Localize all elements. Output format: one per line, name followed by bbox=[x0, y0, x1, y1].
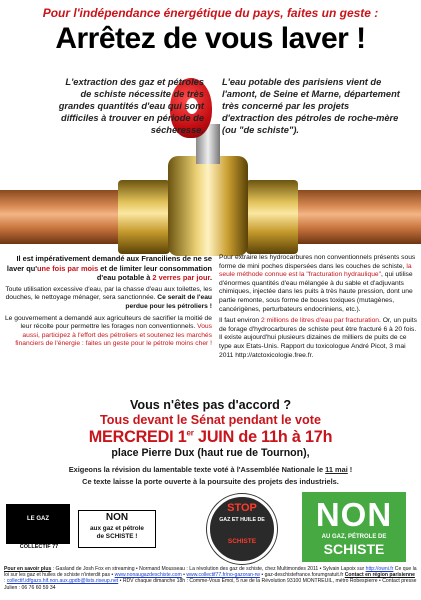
cta-demand-b: ! bbox=[347, 465, 353, 474]
non-sub-label bbox=[80, 525, 154, 540]
cta-senate-line: Tous devant le Sénat pendant le vote bbox=[100, 413, 321, 427]
footer-link-email[interactable]: collectif.idfgazs.hif.non.aux.gpdb@lists.riseup.net bbox=[6, 578, 119, 585]
footer-text-4: • gaz-deschistefrance.forumgratuit.fr bbox=[259, 572, 345, 579]
footer-link-collectif77[interactable]: www.collectif77.fr/no-gazoran-rw bbox=[186, 572, 260, 579]
right-p1-text-a: Pour extraire les hydrocarbures non conventionnels présents sous forme de mini poches dispersées dans les couches de schiste, bbox=[219, 254, 416, 270]
non-sub-label-2: de SCHISTE ! bbox=[96, 532, 138, 540]
cta-place: place Pierre Dux (haut rue de Tournon), bbox=[111, 447, 310, 459]
footer-text-5: : bbox=[4, 578, 7, 585]
non-au-gaz-logo bbox=[302, 492, 406, 562]
left-p2-red: Vous aussi, participez à l'effort des pétroliers et soutenez les marchés financiers de l'énergie : faites un geste pour le pétrole moins cher ! bbox=[15, 323, 212, 348]
right-column bbox=[219, 254, 417, 360]
left-lead-paragraph bbox=[4, 254, 212, 283]
logos-row bbox=[0, 492, 421, 564]
footer-contact-label: Contact en région parisienne bbox=[344, 572, 415, 579]
intro-right-text: L'eau potable des parisiens vient de l'amont, de Seine et Marne, département très concerné par les projets d'extraction des pétroles de roche-mère (ou "de schiste"). bbox=[222, 77, 400, 135]
non-sub-label-1: aux gaz et pétrole bbox=[90, 525, 144, 532]
stop-schiste-label: SCHISTE bbox=[227, 538, 257, 545]
non-label: NON bbox=[105, 512, 129, 523]
cta-demand bbox=[0, 465, 421, 474]
right-paragraph-2 bbox=[219, 317, 417, 360]
footer-text-6: • RDV chaque dimanche 18h : Comme-Vous Emoi, 5 rue de la Révolution 93100 MONTREUIL, métro Robespierre • Contact presse Julien : 06 76 60 59 34 bbox=[4, 578, 417, 591]
cta-question: Vous n'êtes pas d'accord ? bbox=[129, 398, 292, 412]
left-column bbox=[4, 254, 212, 349]
green-sub-label-1: AU GAZ, PÉTROLE DE bbox=[321, 534, 387, 540]
stop-sub-label: GAZ ET HUILE DE bbox=[219, 517, 265, 523]
right-p1-text-b: , qui utilise d'énormes quantités d'eau mélangée à du sable et d'adjuvants chimiques, injectée dans les puits à très haute pression, dont une partie remonte, sous forme de boues toxiques (mutagènes, cancérigènes, perturbateurs endocriniens, etc.). bbox=[219, 271, 413, 313]
footer-text-1: : Gasland de Josh Fox en streaming • Normand Mousseau : La révolution des gaz de schiste, chez Multimondes 2011 • Sylvain Lapoix sur bbox=[51, 566, 366, 572]
left-paragraph-2 bbox=[4, 315, 212, 349]
kicker-text: Pour l'indépendance énergétique du pays, faites un geste : bbox=[42, 6, 379, 20]
footer-text-2: Ce que la loi sur les gaz et huiles de schiste n'interdit pas • bbox=[4, 566, 417, 579]
left-brass-fitting bbox=[118, 180, 170, 254]
cta-date-a: MERCREDI 1 bbox=[88, 428, 187, 446]
lead-text-c: et de limiter leur consommation d'eau potable à bbox=[96, 263, 212, 283]
headline: Arrêtez de vous laver ! bbox=[55, 22, 366, 55]
black-flag-icon bbox=[6, 504, 70, 544]
toxicology-link[interactable]: http://atctoxicologie.free.fr. bbox=[235, 351, 314, 359]
left-paragraph-1 bbox=[4, 286, 212, 312]
cta-date-sup: er bbox=[186, 428, 194, 438]
green-non-label: NON bbox=[315, 496, 393, 533]
cta-demand-a: Exigeons la révision du lamentable texte voté à l'Assemblée Nationale le bbox=[68, 465, 326, 474]
lead-highlight-two-glasses: 2 verres par jour bbox=[152, 273, 210, 283]
left-p2-text: Le gouvernement a demandé aux agriculteurs de sacrifier la moitié de leur récolte pour permettre les forages non conventionnels. bbox=[4, 314, 212, 331]
right-brass-fitting bbox=[246, 180, 298, 254]
cta-date-b: JUIN de 11h à 17h bbox=[193, 428, 333, 446]
right-p2-text-b: . Or, un puits de forage d'hydrocarbures de schiste peut être fracturé 6 à 20 fois. Il existe aujourd'hui plusieurs dizaines de milliers de puits de ce type aux Etats-Unis. Rapport du toxicologue André Picot, 3 mai 2011 bbox=[219, 317, 417, 359]
cta-date-line bbox=[0, 428, 421, 447]
left-p1-text: Toute utilisation excessive d'eau, par la chasse d'eau aux toilettes, les douches, le nettoyage ménager, sera sanctionnée. bbox=[5, 285, 212, 302]
footer-label: Pour en savoir plus bbox=[4, 566, 52, 572]
lead-text-e: . bbox=[209, 273, 212, 283]
left-p1-bold: Ce serait de l'eau perdue pour les pétroliers ! bbox=[125, 294, 212, 310]
footer-info bbox=[4, 566, 417, 591]
valve-body bbox=[168, 156, 248, 256]
right-paragraph-1 bbox=[219, 254, 417, 314]
lead-highlight-once-a-month: une fois par mois bbox=[37, 263, 99, 273]
green-sub-label-2: SCHISTE bbox=[323, 541, 385, 557]
lead-text-a: Il est impérativement demandé aux Franciliens de ne se laver qu' bbox=[6, 254, 212, 273]
footer-text-3: • bbox=[181, 572, 187, 579]
cta-demand-date: 11 mai bbox=[325, 465, 348, 474]
right-p1-red: la seule méthode connue est la "fracturation hydraulique" bbox=[219, 262, 412, 279]
stop-gas-logo bbox=[207, 494, 279, 564]
collectif-label: COLLECTIF 77 bbox=[19, 544, 59, 550]
intro-left-text: L'extraction des gaz et pétroles de schiste nécessite de très grandes quantités d'eau qui sont difficiles à trouver en période de sécheresse. bbox=[58, 77, 204, 135]
cta-warning: Ce texte laisse la porte ouverte à la poursuite des projets des industriels. bbox=[82, 477, 339, 486]
footer-link-nonaugaz[interactable]: www.nonaugazdeschiste.com bbox=[114, 572, 182, 579]
stop-label: STOP bbox=[227, 502, 257, 514]
footer-link-owni[interactable]: http://owni.fr bbox=[365, 566, 394, 572]
right-p2-red: 2 millions de litres d'eau par fracturation bbox=[261, 317, 380, 325]
flag-text: LE GAZ bbox=[27, 516, 49, 522]
right-p2-text-a: Il faut environ bbox=[219, 317, 260, 325]
collectif-77-logo bbox=[6, 502, 158, 556]
